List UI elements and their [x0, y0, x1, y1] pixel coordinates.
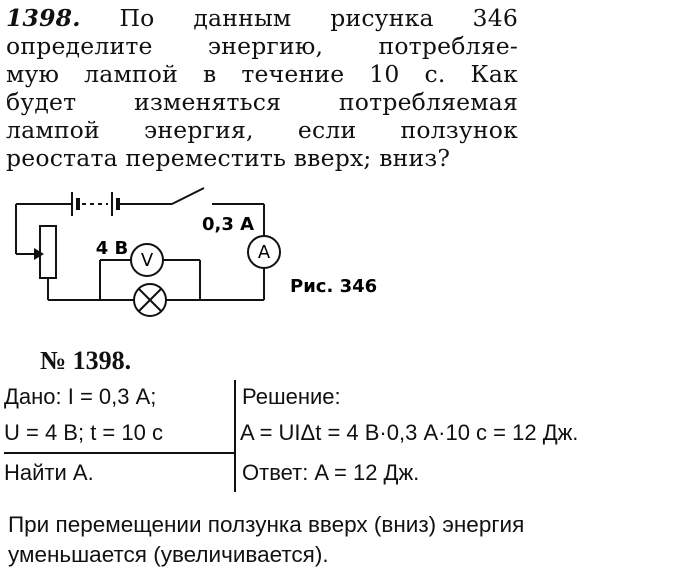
rheostat-icon [40, 226, 56, 278]
given-line-2: U = 4 В; t = 10 с [4, 420, 163, 445]
problem-line-2: определите энергию, потребляе- [6, 32, 518, 60]
conclusion-line-2: уменьшается (увеличивается). [8, 542, 329, 567]
switch-icon [172, 188, 204, 204]
problem-line-5: лампой энергия, если ползунок [6, 116, 518, 144]
problem-statement [6, 4, 518, 172]
ammeter-symbol: A [257, 242, 271, 263]
given-line-1: Дано: I = 0,3 А; [4, 384, 157, 409]
conclusion [8, 510, 692, 570]
voltmeter-symbol: V [140, 250, 154, 271]
current-label: 0,3 А [201, 214, 255, 235]
find-line: Найти A. [4, 460, 94, 485]
circuit-diagram [0, 182, 420, 332]
conclusion-line-1: При перемещении ползунка вверх (вниз) энергия [8, 512, 525, 537]
solution-answer: Ответ: A = 12 Дж. [242, 460, 420, 485]
solution-divider-horizontal [4, 452, 234, 454]
problem-line-1: 1398. По данным рисунка 346 [6, 4, 518, 32]
solution-divider-vertical [234, 380, 236, 492]
battery-icon [72, 192, 118, 216]
solution-label: Решение: [242, 384, 341, 409]
figure-caption: Рис. 346 [290, 276, 378, 297]
voltage-label: 4 В [95, 238, 129, 259]
problem-line-4: будет изменяться потребляемая [6, 88, 518, 116]
problem-number: 1398. [6, 4, 81, 32]
solution-formula: A = UIΔt = 4 В·0,3 А·10 с = 12 Дж. [240, 420, 579, 445]
solution-title: № 1398. [40, 346, 132, 375]
problem-line-3: мую лампой в течение 10 с. Как [6, 60, 518, 88]
problem-line-6: реостата переместить вверх; вниз? [6, 144, 451, 172]
lamp-icon [134, 284, 166, 316]
